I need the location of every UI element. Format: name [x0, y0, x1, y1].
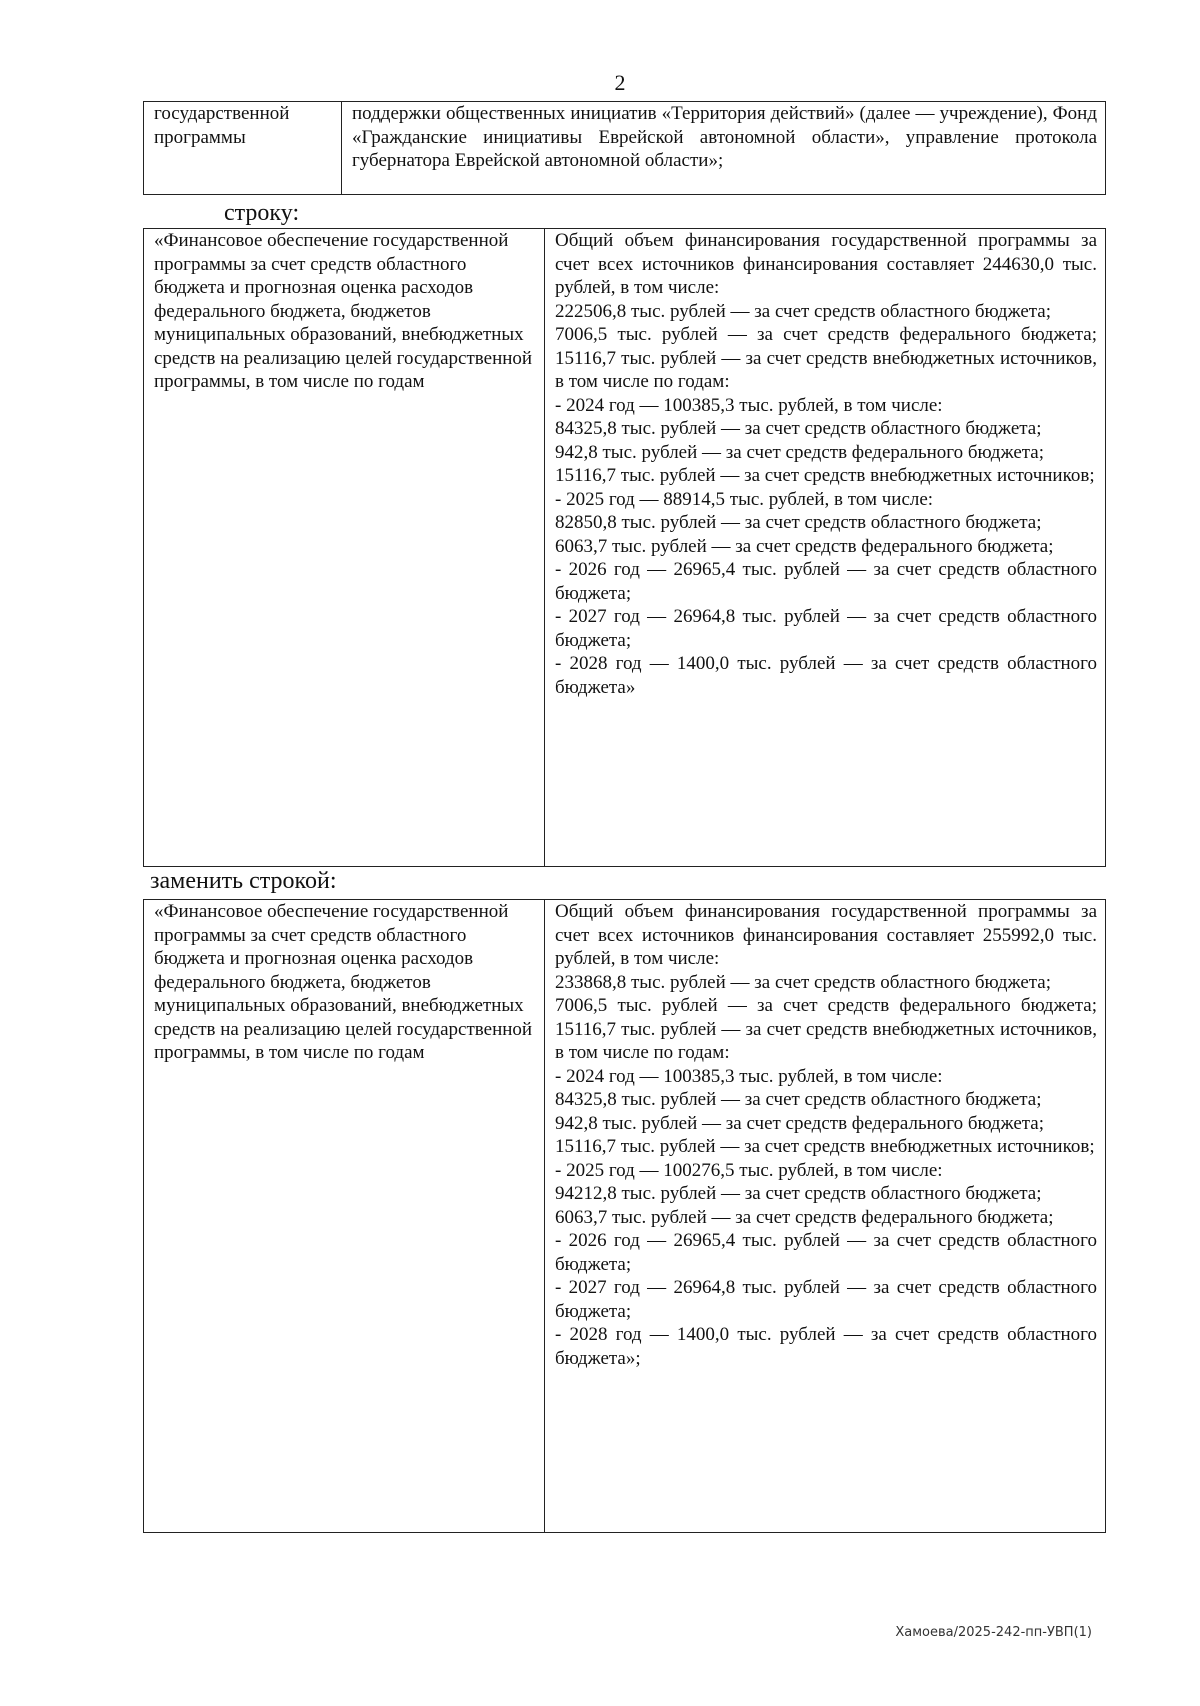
paragraph: - 2027 год — 26964,8 тыс. рублей — за счет средств областного бюджета;	[555, 1277, 1097, 1322]
paragraph: - 2025 год — 88914,5 тыс. рублей, в том числе:	[555, 488, 934, 510]
new-row-table	[143, 899, 1106, 1533]
paragraph: 6063,7 тыс. рублей — за счет средств федерального бюджета;	[555, 1206, 1054, 1228]
top-table-fragment	[143, 101, 1106, 195]
document-footer-code: Хамоева/2025-242-пп-УВП(1)	[895, 1625, 1092, 1640]
paragraph: - 2028 год — 1400,0 тыс. рублей — за счет средств областного бюджета»	[555, 653, 1097, 698]
paragraph: 6063,7 тыс. рублей — за счет средств федерального бюджета;	[555, 535, 1054, 557]
paragraph: 7006,5 тыс. рублей — за счет средств федерального бюджета; 15116,7 тыс. рублей — за счет средств внебюджетных источников, в том числе по годам:	[555, 324, 1097, 392]
paragraph: 233868,8 тыс. рублей — за счет средств областного бюджета;	[555, 971, 1052, 993]
heading-new-row: заменить строкой:	[150, 868, 337, 894]
paragraph: Общий объем финансирования государственной программы за счет всех источников финансирования составляет 255992,0 тыс. рублей, в том числе:	[555, 901, 1097, 969]
old-row-table	[143, 228, 1106, 867]
paragraph: - 2028 год — 1400,0 тыс. рублей — за счет средств областного бюджета»;	[555, 1324, 1097, 1369]
paragraph: 7006,5 тыс. рублей — за счет средств федерального бюджета; 15116,7 тыс. рублей — за счет средств внебюджетных источников, в том числе по годам:	[555, 995, 1097, 1063]
paragraph: - 2026 год — 26965,4 тыс. рублей — за счет средств областного бюджета;	[555, 559, 1097, 604]
paragraph: - 2026 год — 26965,4 тыс. рублей — за счет средств областного бюджета;	[555, 1230, 1097, 1275]
old-row-label: «Финансовое обеспечение государственной программы за счет средств областного бюджета и прогнозная оценка расходов федерального бюджета, бюджетов муниципальных образований, внебюджетных средств на реализацию целей государственной программы, в том числе по годам	[144, 229, 545, 867]
table-row	[144, 229, 1106, 867]
paragraph: Общий объем финансирования государственной программы за счет всех источников финансирования составляет 244630,0 тыс. рублей, в том числе:	[555, 230, 1097, 298]
heading-old-row: строку:	[224, 200, 300, 226]
table-row	[144, 900, 1106, 1533]
paragraph: 942,8 тыс. рублей — за счет средств федерального бюджета;	[555, 1112, 1044, 1134]
paragraph: 84325,8 тыс. рублей — за счет средств областного бюджета;	[555, 1089, 1042, 1110]
table-row	[144, 102, 1106, 195]
paragraph: 15116,7 тыс. рублей — за счет средств внебюджетных источников;	[555, 1136, 1095, 1157]
paragraph: - 2024 год — 100385,3 тыс. рублей, в том числе:	[555, 1065, 943, 1087]
paragraph: - 2025 год — 100276,5 тыс. рублей, в том числе:	[555, 1159, 943, 1181]
new-row-label: «Финансовое обеспечение государственной программы за счет средств областного бюджета и прогнозная оценка расходов федерального бюджета, бюджетов муниципальных образований, внебюджетных средств на реализацию целей государственной программы, в том числе по годам	[144, 900, 545, 1533]
paragraph: 94212,8 тыс. рублей — за счет средств областного бюджета;	[555, 1183, 1042, 1204]
page-number: 2	[614, 70, 626, 95]
paragraph: - 2024 год — 100385,3 тыс. рублей, в том числе:	[555, 394, 943, 416]
paragraph: 222506,8 тыс. рублей — за счет средств областного бюджета;	[555, 300, 1052, 322]
top-table-left-cell: государственной программы	[144, 102, 342, 195]
paragraph: 15116,7 тыс. рублей — за счет средств внебюджетных источников;	[555, 465, 1095, 486]
paragraph: - 2027 год — 26964,8 тыс. рублей — за счет средств областного бюджета;	[555, 606, 1097, 651]
paragraph: 942,8 тыс. рублей — за счет средств федерального бюджета;	[555, 441, 1044, 463]
paragraph: 82850,8 тыс. рублей — за счет средств областного бюджета;	[555, 512, 1042, 533]
paragraph: 84325,8 тыс. рублей — за счет средств областного бюджета;	[555, 418, 1042, 439]
top-table-right-cell: поддержки общественных инициатив «Территория действий» (далее — учреждение), Фонд «Гражданские инициативы Еврейской автономной области», управление протокола губернатора Еврейской автономной области»;	[342, 102, 1106, 195]
new-row-content	[545, 900, 1106, 1533]
old-row-content	[545, 229, 1106, 867]
